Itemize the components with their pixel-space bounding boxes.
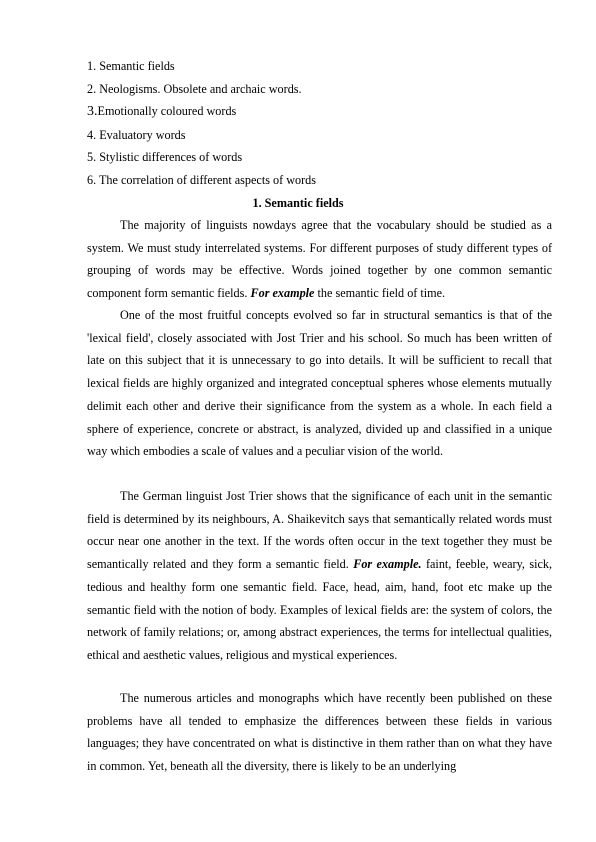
paragraph-text: The German linguist Jost Trier shows that the significance of each unit in the semantic field is determined by its neighbours, A. Shaikevitch says that semantically related words must occur near one another in the text. If the words often occur in the text together they must be semantically related and they form a semantic field.: [87, 489, 552, 572]
toc-item-label: Emotionally coloured words: [97, 104, 237, 119]
toc-item: [87, 100, 557, 124]
toc-item-number: 1.: [87, 59, 97, 73]
toc-item: [87, 78, 557, 101]
paragraph-text: faint, feeble, weary, sick, tedious and healthy form one semantic field. Face, head, aim, hand, foot etc make up the semantic field with the notion of body. Examples of lexical fields are: the system of colors, the network of family relations; or, among abstract experiences, the terms for intellectual qualities, ethical and aesthetic values, religious and mystical experiences.: [87, 557, 553, 662]
paragraph: [87, 485, 552, 667]
toc-item-number: 6.: [87, 172, 97, 187]
paragraph: The numerous articles and monographs which have recently been published on these problems have all tended to emphasize the differences between these fields in various languages; they have concentrated on what is distinctive in them rather than on what they have in common. Yet, beneath all the diversity, there is likely to be an underlying: [87, 691, 552, 774]
toc-item-label: Neologisms. Obsolete and archaic words.: [99, 81, 302, 96]
paragraph: [87, 214, 552, 305]
toc-item-number: 5.: [87, 150, 97, 165]
toc-item-number: 4.: [87, 127, 97, 142]
emphasis-text: For example: [250, 286, 315, 301]
toc-item: [87, 124, 557, 147]
toc-item-label: The correlation of different aspects of words: [98, 172, 317, 187]
toc-item-number: 3.: [87, 104, 98, 120]
paragraph-text: the semantic field of time.: [314, 286, 446, 301]
paragraph-text: The majority of linguists nowdays agree that the vocabulary should be studied as a system. We must study interrelated systems. For different purposes of study different types of grouping of words may be effective. Words joined together by one common semantic component form semantic fields.: [87, 218, 552, 301]
toc-item-label: Evaluatory words: [99, 127, 186, 142]
toc-item: [87, 146, 557, 169]
toc-item: [87, 55, 557, 78]
toc-item-label: Semantic fields: [99, 59, 175, 73]
paragraph: One of the most fruitful concepts evolved so far in structural semantics is that of the 'lexical field', closely associated with Jost Trier and his school. So much has been written of late on this subject that it is unnecessary to go into details. It will be sufficient to recall that lexical fields are highly organized and integrated conceptual spheres whose elements mutually delimit each other and derive their significance from the system as a whole. In each field a sphere of experience, concrete or abstract, is analyzed, divided up and classified in a unique way which embodies a scale of values and a peculiar vision of the world.: [87, 308, 552, 459]
toc-item-label: Stylistic differences of words: [99, 150, 243, 165]
toc-item: [87, 169, 557, 192]
section-heading: 1. Semantic fields: [252, 196, 344, 210]
table-of-contents: [87, 55, 557, 192]
toc-item-number: 2.: [87, 81, 97, 96]
emphasis-text: For example.: [353, 557, 422, 572]
